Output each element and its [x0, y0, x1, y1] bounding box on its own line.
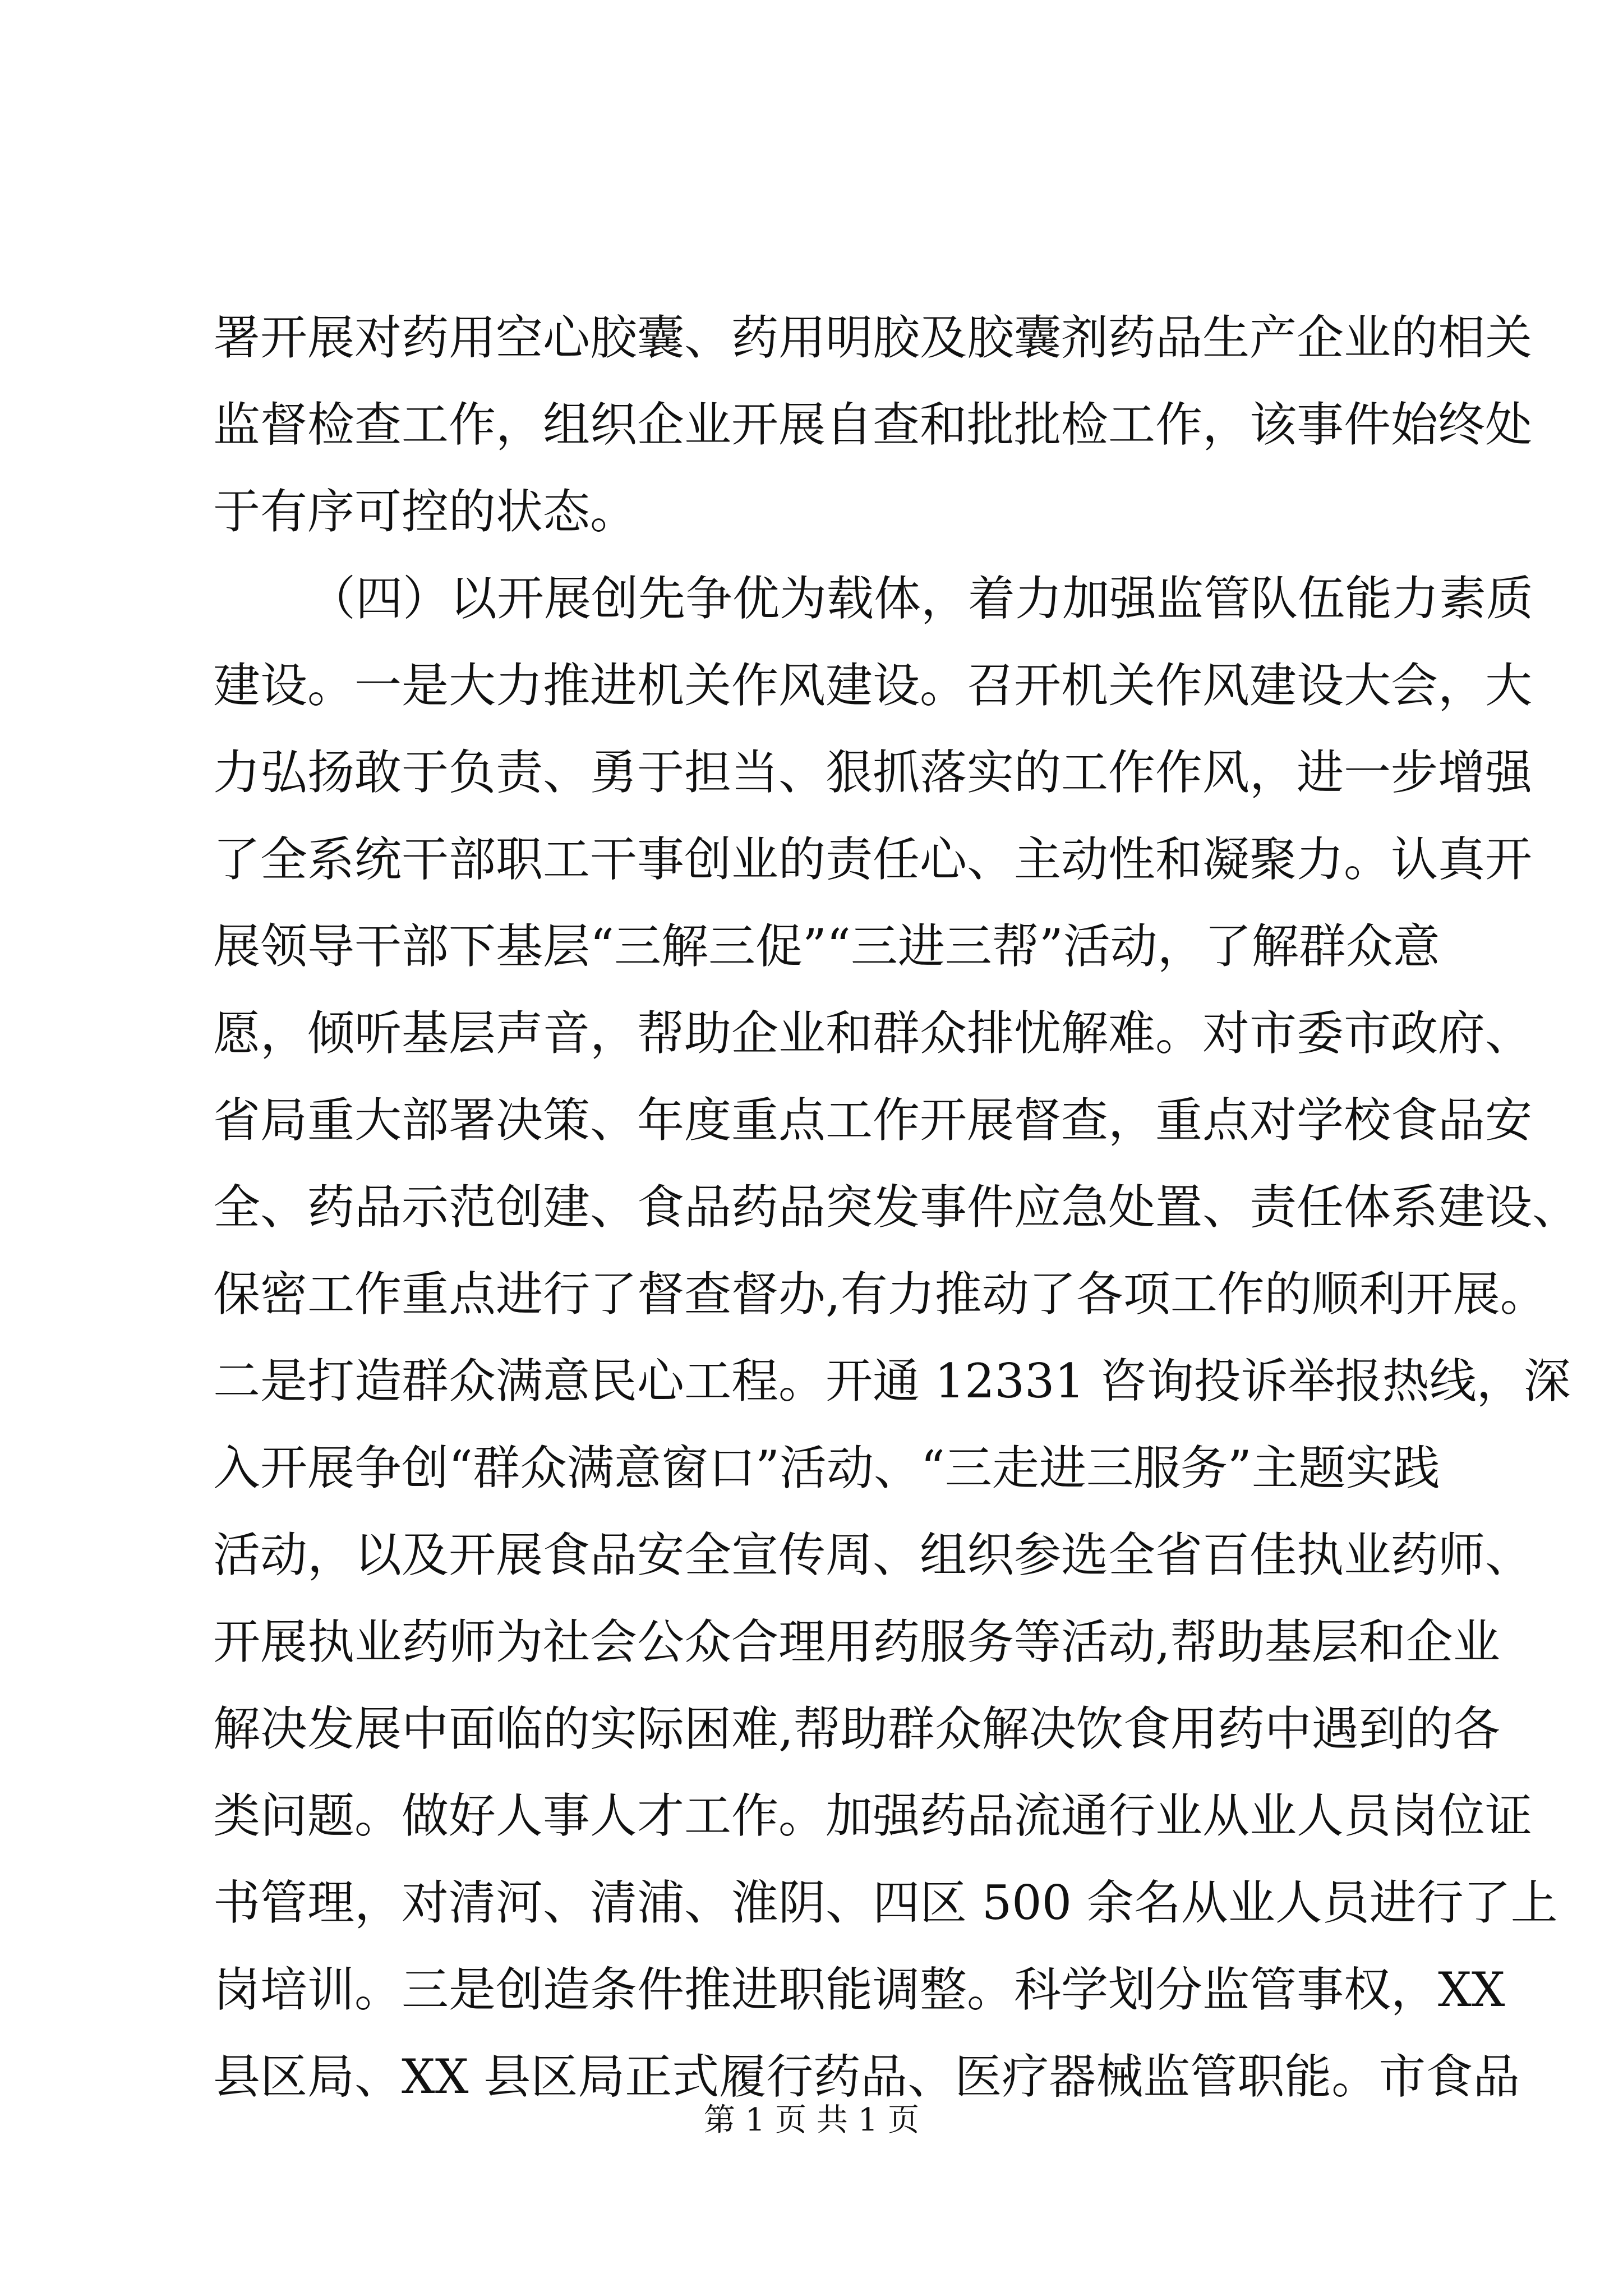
text-line: 监督检查工作，组织企业开展自查和批批检工作，该事件始终处	[213, 397, 1533, 452]
text-line: 保密工作重点进行了督查督办,有力推动了各项工作的顺利开展。	[213, 1267, 1547, 1322]
page-footer	[0, 2101, 1623, 2140]
text-line: 岗培训。三是创造条件推进职能调整。科学划分监管事权，XX	[213, 1962, 1505, 2017]
text-line: （四）以开展创先争优为载体，着力加强监管队伍能力素质	[308, 571, 1534, 626]
text-line: 活动，以及开展食品安全宣传周、组织参选全省百佳执业药师、	[213, 1527, 1533, 1582]
text-line: 了全系统干部职工干事创业的责任心、主动性和凝聚力。认真开	[213, 832, 1533, 887]
text-line: 建设。一是大力推进机关作风建设。召开机关作风建设大会，大	[213, 658, 1533, 713]
text-line: 解决发展中面临的实际困难,帮助群众解决饮食用药中遇到的各	[213, 1701, 1500, 1756]
text-line: 开展执业药师为社会公众合理用药服务等活动,帮助基层和企业	[213, 1614, 1500, 1669]
text-line: 展领导干部下基层“三解三促”“三进三帮”活动，了解群众意	[213, 919, 1440, 974]
body-text	[213, 295, 1580, 2120]
text-line: 类问题。做好人事人才工作。加强药品流通行业从业人员岗位证	[213, 1788, 1533, 1843]
text-line: 二是打造群众满意民心工程。开通 12331 咨询投诉举报热线，深	[213, 1354, 1571, 1409]
text-line: 愿，倾听基层声音，帮助企业和群众排忧解难。对市委市政府、	[213, 1006, 1533, 1061]
text-line: 入开展争创“群众满意窗口”活动、“三走进三服务”主题实践	[213, 1441, 1440, 1496]
text-line: 署开展对药用空心胶囊、药用明胶及胶囊剂药品生产企业的相关	[213, 310, 1533, 365]
text-line: 省局重大部署决策、年度重点工作开展督查，重点对学校食品安	[213, 1093, 1533, 1148]
text-line: 全、药品示范创建、食品药品突发事件应急处置、责任体系建设、	[213, 1180, 1580, 1235]
text-line: 于有序可控的状态。	[213, 484, 638, 539]
page-number: 第 1 页 共 1 页	[703, 2102, 920, 2138]
text-line: 力弘扬敢于负责、勇于担当、狠抓落实的工作作风，进一步增强	[213, 745, 1533, 800]
text-line: 县区局、XX 县区局正式履行药品、医疗器械监管职能。市食品	[213, 2049, 1520, 2104]
text-line: 书管理，对清河、清浦、淮阴、四区 500 余名从业人员进行了上	[213, 1875, 1558, 1930]
